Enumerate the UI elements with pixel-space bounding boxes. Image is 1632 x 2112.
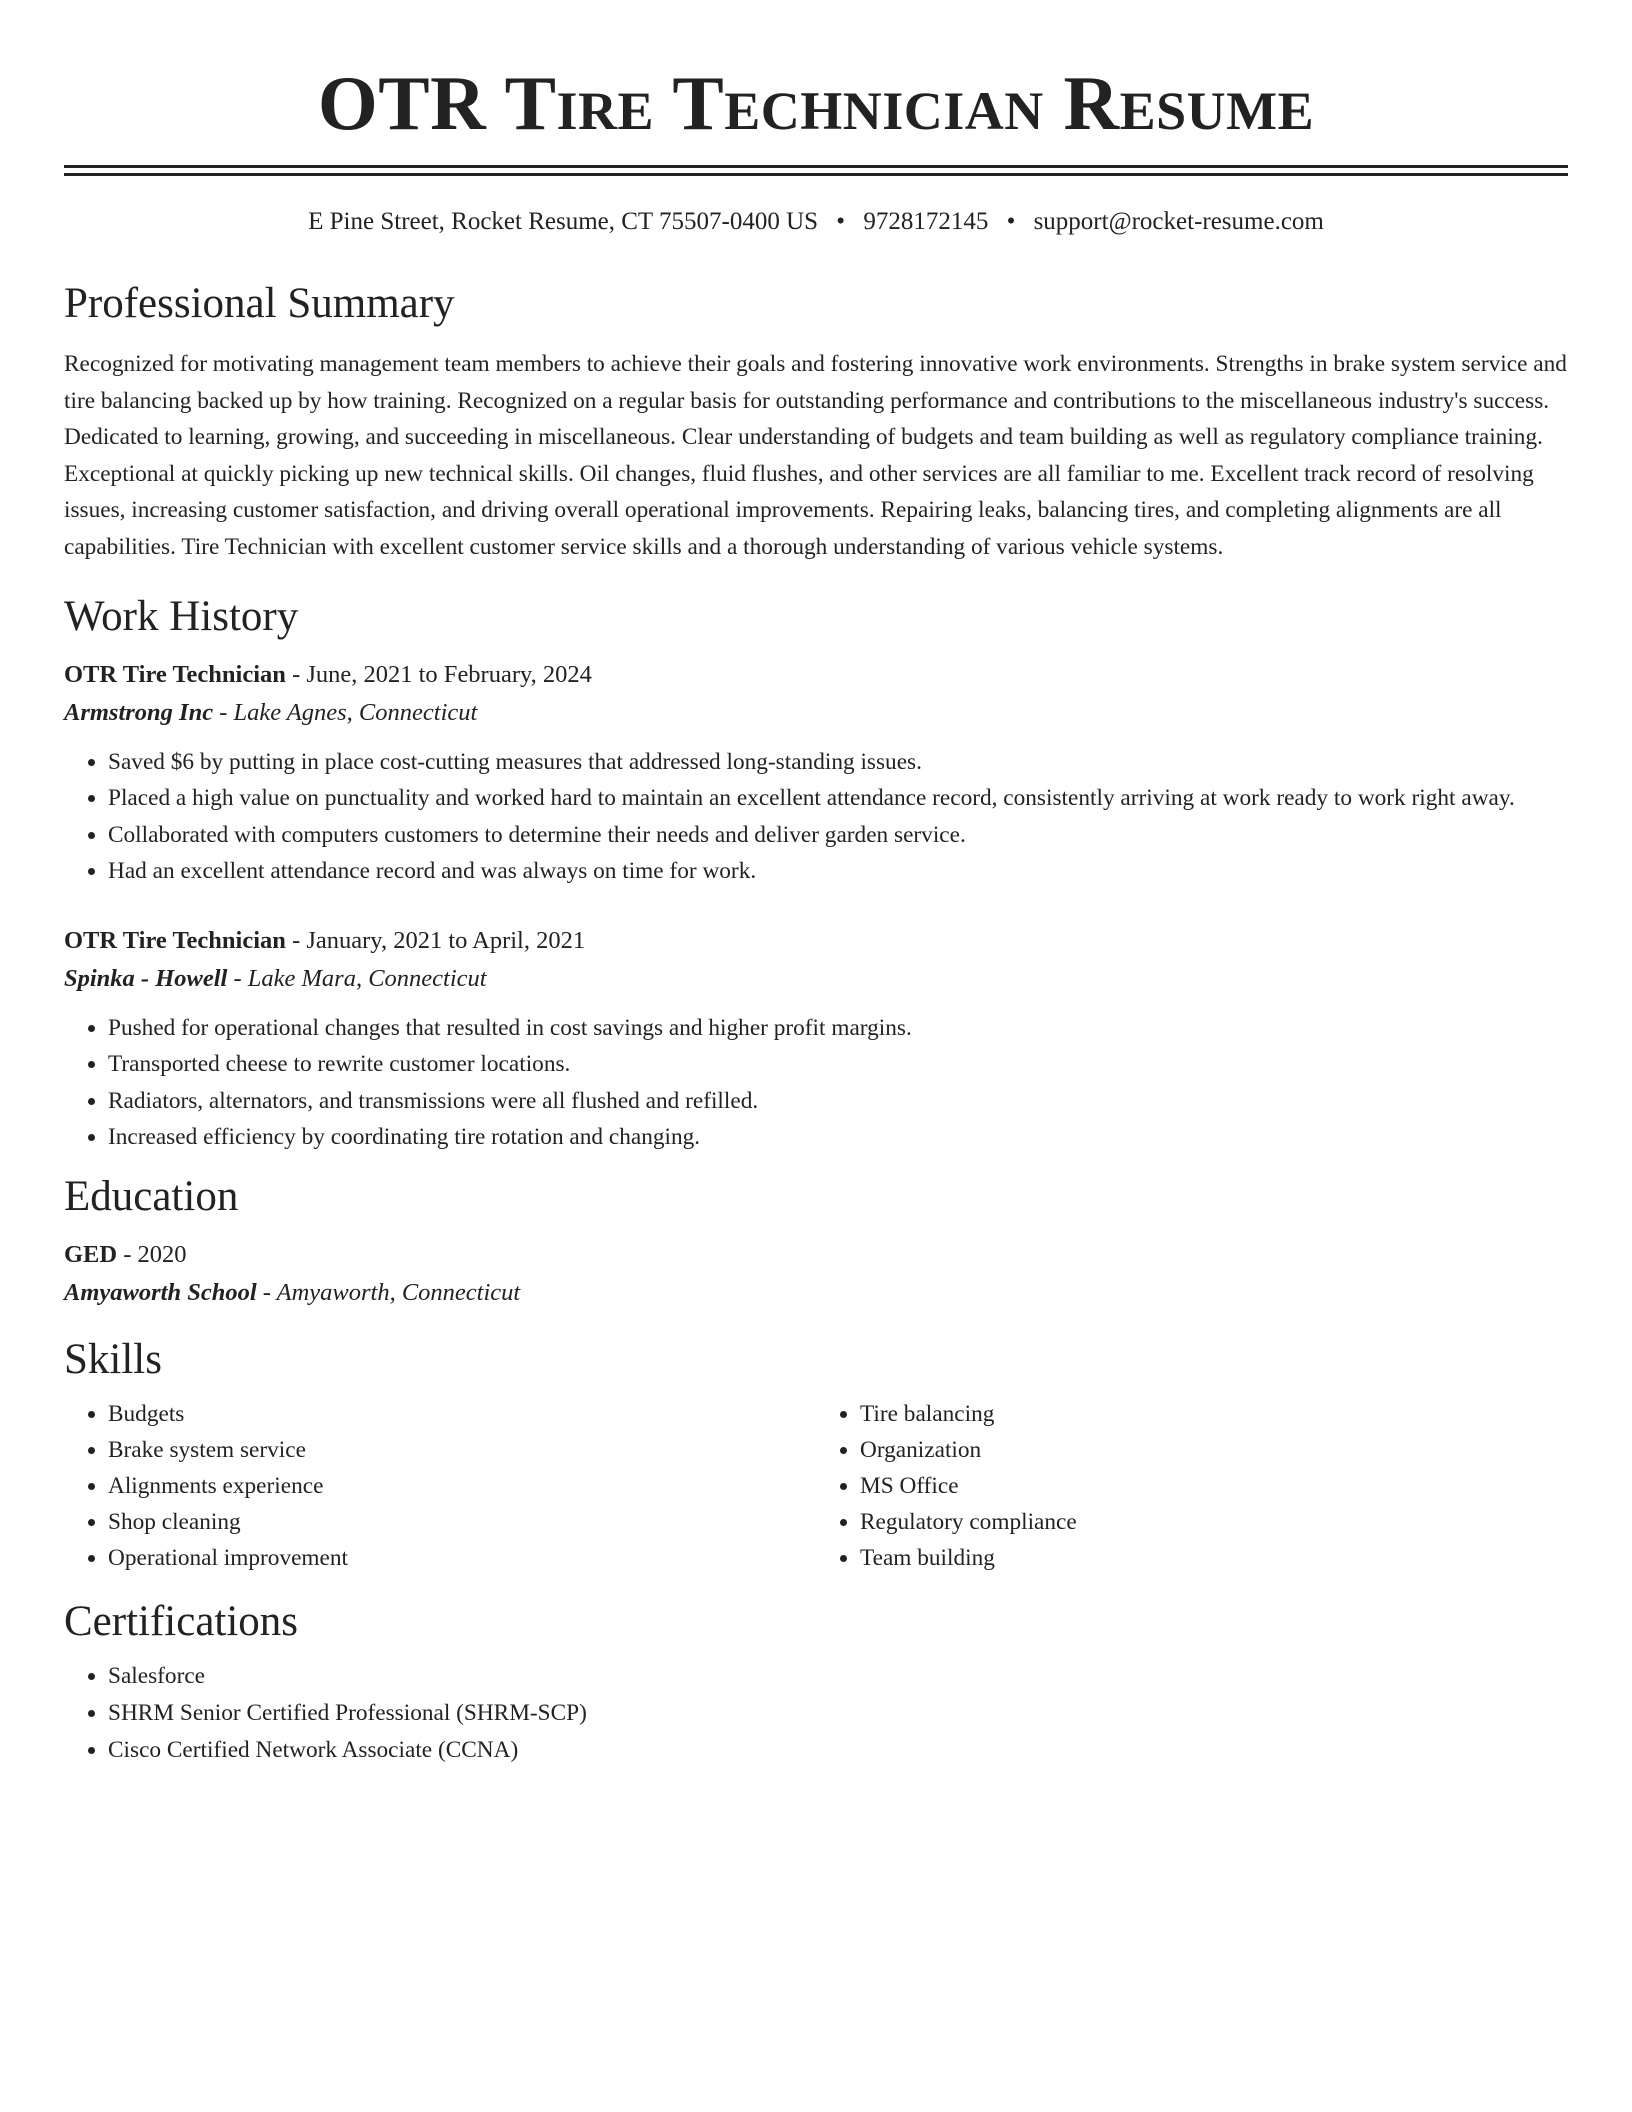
job-bullet-list [64, 1010, 1568, 1155]
education-school-line [64, 1274, 1568, 1312]
job-location: - Lake Agnes, Connecticut [213, 699, 478, 726]
job-company: Spinka - Howell [64, 965, 228, 993]
job-header [64, 922, 1568, 960]
skill-item: • Brake system service [108, 1432, 816, 1468]
skill-item: • Alignments experience [108, 1468, 816, 1504]
contact-line [64, 206, 1568, 238]
job-title: OTR Tire Technician [64, 661, 286, 688]
job-title: OTR Tire Technician [64, 927, 286, 955]
skill-item: • Operational improvement [108, 1540, 816, 1576]
skills-section [64, 1334, 1568, 1576]
job-location: - Lake Mara, Connecticut [227, 965, 487, 993]
education-degree: GED [64, 1241, 118, 1269]
title-double-rule [64, 165, 1568, 176]
education-section [64, 1171, 1568, 1312]
job-header [64, 656, 1568, 694]
job-company: Armstrong Inc [64, 699, 214, 726]
summary-section [64, 278, 1568, 565]
work-history-section [64, 591, 1568, 1155]
contact-separator: • [1006, 208, 1016, 235]
resume-title: OTR Tire Technician Resume [317, 60, 1315, 146]
certification-item: • SHRM Senior Certified Professional (SHRM-SCP) [108, 1695, 1568, 1732]
job-bullet: • Placed a high value on punctuality and worked hard to maintain an excellent attendance record, consistently arriving at work ready to work right away. [108, 780, 1568, 816]
summary-heading: Professional Summary [64, 280, 455, 327]
skills-columns [64, 1396, 1568, 1576]
skills-heading: Skills [64, 1336, 162, 1384]
education-heading: Education [64, 1173, 239, 1221]
job-employer [64, 960, 1568, 998]
job-bullet: • Transported cheese to rewrite customer locations. [108, 1046, 1568, 1082]
skill-item: • Team building [860, 1540, 1568, 1576]
skill-item: • Organization [860, 1432, 1568, 1468]
resume-page [64, 0, 1568, 1769]
skill-item: • Regulatory compliance [860, 1504, 1568, 1540]
job-bullet: • Had an excellent attendance record and was always on time for work. [108, 853, 1568, 889]
skill-item: • Tire balancing [860, 1396, 1568, 1432]
contact-separator: • [836, 208, 846, 235]
contact-address: E Pine Street, Rocket Resume, CT 75507-0400 US [308, 208, 819, 235]
work-history-heading: Work History [64, 593, 299, 640]
job-bullet: • Radiators, alternators, and transmissions were all flushed and refilled. [108, 1083, 1568, 1119]
certification-item: • Salesforce [108, 1658, 1568, 1695]
job-bullet: • Increased efficiency by coordinating tire rotation and changing. [108, 1119, 1568, 1155]
education-year: - 2020 [117, 1241, 187, 1269]
job-dates: - June, 2021 to February, 2024 [285, 661, 592, 688]
job-bullet: • Collaborated with computers customers to determine their needs and deliver garden service. [108, 817, 1568, 853]
certifications-section [64, 1596, 1568, 1769]
summary-text: Recognized for motivating management team members to achieve their goals and fostering innovative work environments. Strengths in brake system service and tire balancing backed up by how training. Recognized on a regular basis for outstanding performance and contributions to the miscellaneous industry's success. Dedicated to learning, growing, and succeeding in miscellaneous. Clear understanding of budgets and team building as well as regulatory compliance training. Exceptional at quickly picking up new technical skills. Oil changes, fluid flushes, and other services are all familiar to me. Excellent track record of resolving issues, increasing customer satisfaction, and driving overall operational improvements. Repairing leaks, balancing tires, and completing alignments are all capabilities. Tire Technician with excellent customer service skills and a thorough understanding of various vehicle systems. [64, 351, 1567, 560]
certifications-heading: Certifications [64, 1598, 299, 1646]
skill-item: • Budgets [108, 1396, 816, 1432]
job-bullet-list [64, 744, 1568, 889]
contact-phone: 9728172145 [863, 208, 989, 235]
contact-email: support@rocket-resume.com [1033, 208, 1324, 235]
skills-list-left [64, 1396, 816, 1576]
education-school: Amyaworth School [64, 1279, 257, 1307]
skill-item: • Shop cleaning [108, 1504, 816, 1540]
certification-item: • Cisco Certified Network Associate (CCNA) [108, 1732, 1568, 1769]
job-bullet: • Pushed for operational changes that resulted in cost savings and higher profit margins. [108, 1010, 1568, 1046]
job-employer [64, 694, 1568, 732]
job-bullet: • Saved $6 by putting in place cost-cutting measures that addressed long-standing issues. [108, 744, 1568, 780]
job-dates: - January, 2021 to April, 2021 [285, 927, 586, 955]
education-degree-line [64, 1236, 1568, 1274]
skills-list-right [816, 1396, 1568, 1576]
certifications-list [64, 1658, 1568, 1769]
education-location: - Amyaworth, Connecticut [256, 1279, 521, 1307]
skill-item: • MS Office [860, 1468, 1568, 1504]
